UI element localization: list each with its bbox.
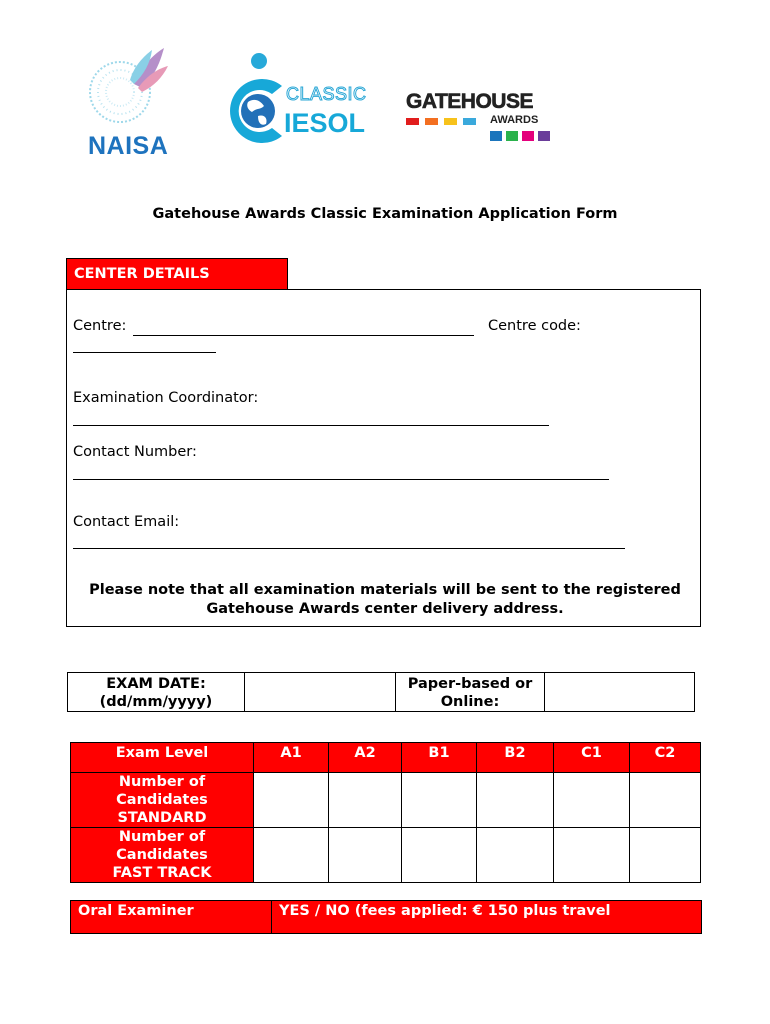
exam-level-table [70, 742, 701, 883]
fasttrack-b1-input[interactable] [402, 828, 477, 883]
row-standard-line1: Number of [118, 774, 206, 790]
contact-email-label: Contact Email: [73, 514, 180, 530]
mode-label-line1: Paper-based or [407, 676, 533, 692]
coordinator-input-line[interactable] [73, 425, 549, 426]
naisa-wordmark: NAISA [88, 132, 169, 160]
row-fasttrack-line3: FAST TRACK [112, 865, 212, 881]
standard-c1-input[interactable] [554, 773, 630, 828]
level-col-b2: B2 [477, 743, 554, 773]
iesol-globe-icon [220, 50, 290, 155]
level-col-a2: A2 [329, 743, 402, 773]
contact-number-label: Contact Number: [73, 444, 197, 460]
mode-label-line2: Online: [440, 694, 500, 710]
gatehouse-color-bar2-icon [490, 128, 550, 142]
exam-date-label: EXAM DATE: [106, 676, 206, 692]
gatehouse-wordmark: GATEHOUSE [406, 90, 533, 113]
exam-date-input[interactable] [245, 673, 396, 712]
oral-examiner-value[interactable]: YES / NO (fees applied: € 150 plus travel [272, 901, 702, 934]
fasttrack-a1-input[interactable] [254, 828, 329, 883]
centre-code-input-line[interactable] [73, 352, 216, 353]
iesol-logo [220, 50, 380, 155]
centre-label: Centre: [73, 318, 127, 334]
gatehouse-logo [404, 90, 554, 146]
standard-b2-input[interactable] [477, 773, 554, 828]
standard-c2-input[interactable] [630, 773, 701, 828]
iesol-wordmark: IESOL [284, 108, 366, 138]
gatehouse-awards-text: AWARDS [490, 114, 539, 126]
standard-a2-input[interactable] [329, 773, 402, 828]
fasttrack-a2-input[interactable] [329, 828, 402, 883]
centre-input-line[interactable] [133, 335, 474, 336]
centre-code-label: Centre code: [488, 318, 581, 334]
mode-label-cell [396, 673, 545, 712]
level-col-c1: C1 [554, 743, 630, 773]
iesol-classic-text: CLASSIC [286, 84, 367, 104]
row-fasttrack-label [71, 828, 254, 883]
naisa-logo [82, 44, 172, 159]
exam-date-format: (dd/mm/yyyy) [99, 694, 213, 710]
fasttrack-b2-input[interactable] [477, 828, 554, 883]
contact-number-input-line[interactable] [73, 479, 609, 480]
coordinator-label: Examination Coordinator: [73, 390, 259, 406]
standard-b1-input[interactable] [402, 773, 477, 828]
delivery-note-line2: Gatehouse Awards center delivery address. [206, 601, 564, 617]
exam-date-label-cell [68, 673, 245, 712]
fasttrack-c1-input[interactable] [554, 828, 630, 883]
gatehouse-color-bar-icon [406, 116, 486, 130]
oral-examiner-label: Oral Examiner [71, 901, 272, 934]
exam-date-table [67, 672, 695, 712]
oral-examiner-table [70, 900, 702, 934]
level-col-c2: C2 [630, 743, 701, 773]
row-fasttrack-line2: Candidates [116, 847, 208, 863]
row-standard-label [71, 773, 254, 828]
center-details-box [66, 289, 701, 627]
delivery-note [70, 581, 700, 619]
row-fasttrack-line1: Number of [118, 829, 206, 845]
mode-input[interactable] [545, 673, 695, 712]
form-title: Gatehouse Awards Classic Examination Application Form [152, 206, 618, 222]
row-standard-line3: STANDARD [117, 810, 207, 826]
level-col-b1: B1 [402, 743, 477, 773]
fasttrack-c2-input[interactable] [630, 828, 701, 883]
exam-level-header: Exam Level [71, 743, 254, 773]
center-details-heading: CENTER DETAILS [66, 258, 288, 290]
naisa-emblem-icon [82, 44, 172, 134]
row-standard-line2: Candidates [116, 792, 208, 808]
level-col-a1: A1 [254, 743, 329, 773]
contact-email-input-line[interactable] [73, 548, 625, 549]
standard-a1-input[interactable] [254, 773, 329, 828]
delivery-note-line1: Please note that all examination materials will be sent to the registered [89, 582, 681, 598]
